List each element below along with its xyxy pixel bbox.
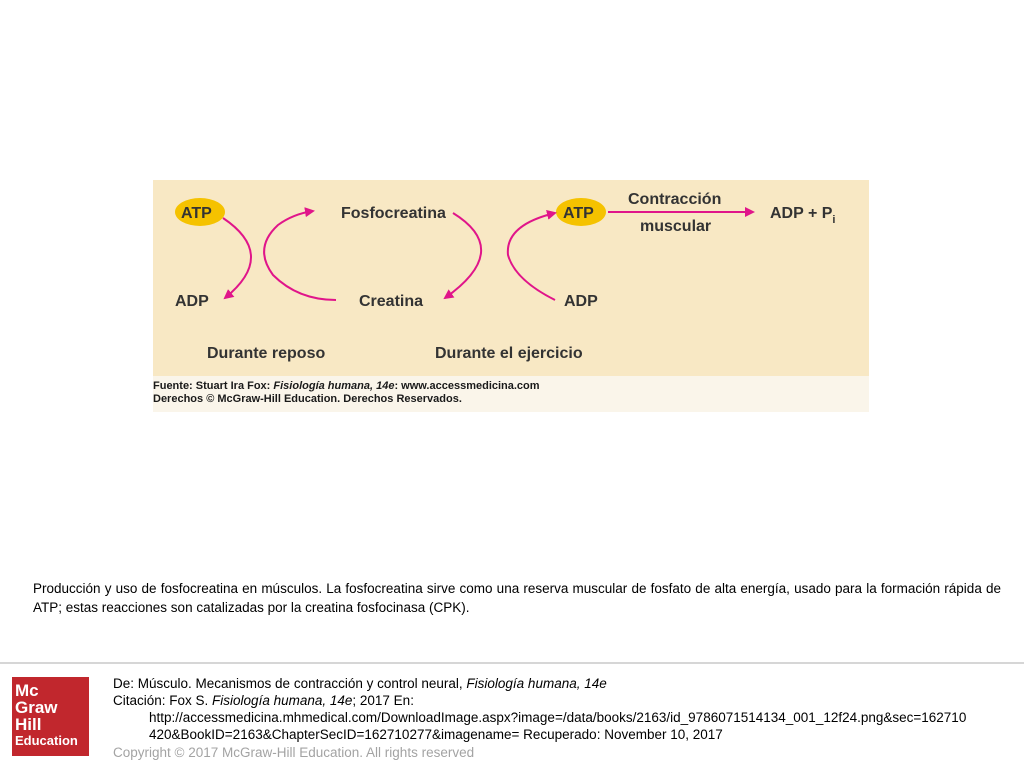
label-durante-ejercicio: Durante el ejercicio <box>435 345 583 362</box>
reference-url-line2: 420&BookID=2163&ChapterSecID=162710277&imagename= Recuperado: November 10, 2017 <box>149 727 723 742</box>
arrow-adp-to-atp-exercise <box>508 213 555 300</box>
reference-block <box>113 675 1018 743</box>
logo-line-hill: Hill <box>15 715 42 734</box>
arrow-fosfocreatina-to-creatina-exercise <box>445 213 481 298</box>
figure-credit <box>153 380 869 406</box>
label-contraccion: Contracción <box>628 191 722 208</box>
arrow-atp-to-adp-resting <box>223 218 251 298</box>
credit-source: Fuente: Stuart Ira Fox: Fisiología humana, 14e: www.accessmedicina.com <box>153 380 540 392</box>
logo-line-mc: Mc <box>15 681 39 700</box>
label-creatina: Creatina <box>359 293 424 310</box>
reference-citation: Citación: Fox S. Fisiología humana, 14e; 2017 En: <box>113 693 414 708</box>
arrow-creatina-to-fosfocreatina-resting <box>264 211 336 300</box>
label-fosfocreatina: Fosfocreatina <box>341 205 446 222</box>
label-atp-left: ATP <box>181 205 212 222</box>
label-muscular: muscular <box>640 218 712 235</box>
diagram-svg <box>153 180 869 376</box>
label-atp-right: ATP <box>563 205 594 222</box>
mcgraw-hill-logo <box>12 677 89 756</box>
reference-url-line1: http://accessmedicina.mhmedical.com/DownloadImage.aspx?image=/data/books/2163/id_9786071514134_001_12f24.png&sec=162710 <box>149 710 967 725</box>
logo-line-graw: Graw <box>15 698 58 717</box>
credit-rights: Derechos © McGraw-Hill Education. Derechos Reservados. <box>153 393 462 405</box>
logo-line-education: Education <box>15 733 78 748</box>
reference-source: De: Músculo. Mecanismos de contracción y control neural, Fisiología humana, 14e <box>113 676 607 691</box>
copyright-notice: Copyright © 2017 McGraw-Hill Education. All rights reserved <box>113 745 475 760</box>
divider <box>0 662 1024 664</box>
label-adp-right: ADP <box>564 293 598 310</box>
label-adp-left: ADP <box>175 293 209 310</box>
figure-caption: Producción y uso de fosfocreatina en músculos. La fosfocreatina sirve como una reserva muscular de fosfato de alta energía, usado para la formación rápida de ATP; estas reacciones son catalizadas por la creatina fosfocinasa (CPK). <box>33 581 1001 615</box>
label-durante-reposo: Durante reposo <box>207 345 326 362</box>
figure <box>153 180 869 412</box>
label-adp-pi: ADP + $P_i$ <box>770 205 836 226</box>
